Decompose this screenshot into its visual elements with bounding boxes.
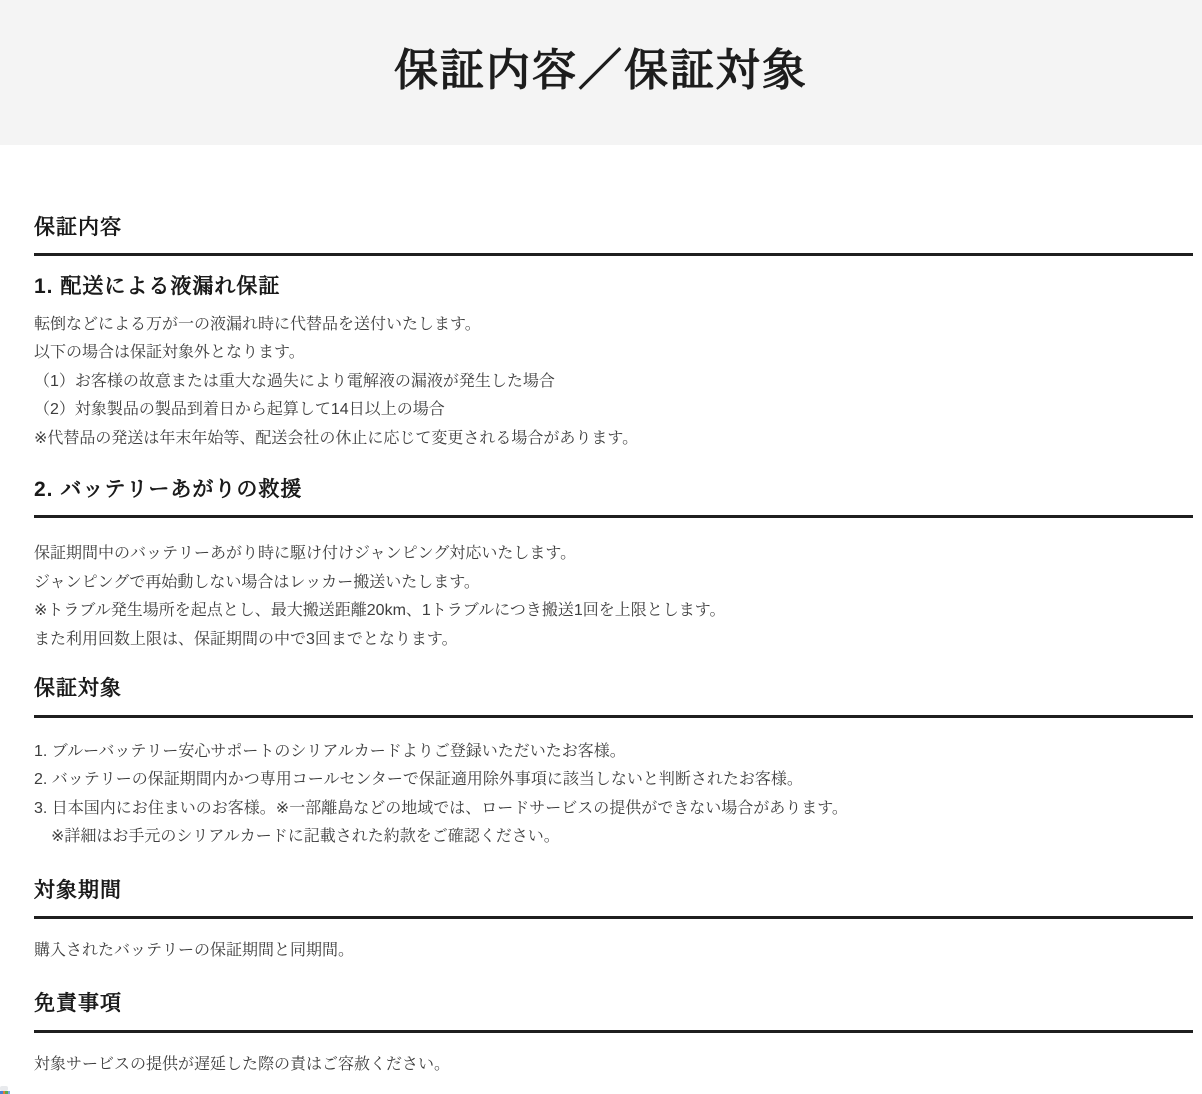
text-line: 以下の場合は保証対象外となります。 xyxy=(34,344,305,361)
text-line: 購入されたバッテリーの保証期間と同期間。 xyxy=(34,941,355,959)
target-period-body xyxy=(34,937,1193,966)
text-line: 保証期間中のバッテリーあがり時に駆け付けジャンピング対応いたします。 xyxy=(34,545,577,563)
text-line: ※トラブル発生場所を起点とし、最大搬送距離20km、1トラブルにつき搬送1回を上限とします。 xyxy=(34,602,726,620)
delivery-leak-body xyxy=(34,311,1193,454)
list-note: ※詳細はお手元のシリアルカードに記載された約款をご確認ください。 xyxy=(51,828,560,845)
heading-disclaimer: 免責事項 xyxy=(34,991,1193,1032)
heading-delivery-leak-warranty: 1. 配送による液漏れ保証 xyxy=(34,275,281,299)
cutoff-image-fragment xyxy=(0,1086,10,1094)
section-disclaimer xyxy=(34,991,1193,1079)
content xyxy=(0,145,1202,1079)
text-line: 転倒などによる万が一の液漏れ時に代替品を送付いたします。 xyxy=(34,315,481,333)
page-title: 保証内容／保証対象 xyxy=(394,45,808,95)
battery-rescue-body xyxy=(34,540,1193,654)
heading-target-period: 対象期間 xyxy=(34,878,1193,919)
section-warranty-target xyxy=(34,676,1193,851)
text-line: ジャンピングで再始動しない場合はレッカー搬送いたします。 xyxy=(34,573,480,591)
list-item: 1. ブルーバッテリー安心サポートのシリアルカードよりご登録いただいたお客様。 xyxy=(34,742,626,760)
text-line: ※代替品の発送は年末年始等、配送会社の休止に応じて変更される場合があります。 xyxy=(34,429,639,447)
heading-warranty-content: 保証内容 xyxy=(34,215,1193,256)
disclaimer-body xyxy=(34,1051,1193,1080)
list-item: 2. バッテリーの保証期間内かつ専用コールセンターで保証適用除外事項に該当しないと判断されたお客様。 xyxy=(34,771,803,788)
text-line: また利用回数上限は、保証期間の中で3回までとなります。 xyxy=(34,630,458,648)
section-target-period xyxy=(34,878,1193,966)
text-line: （2）対象製品の製品到着日から起算して14日以上の場合 xyxy=(34,401,445,418)
list-item: 3. 日本国内にお住まいのお客様。※一部離島などの地域では、ロードサービスの提供ができない場合があります。 xyxy=(34,799,848,817)
heading-warranty-target: 保証対象 xyxy=(34,676,1193,717)
text-line: （1）お客様の故意または重大な過失により電解液の漏液が発生した場合 xyxy=(34,372,555,390)
section-warranty-content xyxy=(34,215,1193,654)
heading-battery-rescue: 2. バッテリーあがりの救援 xyxy=(34,477,1193,518)
warranty-target-list xyxy=(34,738,1193,852)
page-header xyxy=(0,0,1202,145)
text-line: 対象サービスの提供が遅延した際の責はご容赦ください。 xyxy=(34,1055,451,1073)
